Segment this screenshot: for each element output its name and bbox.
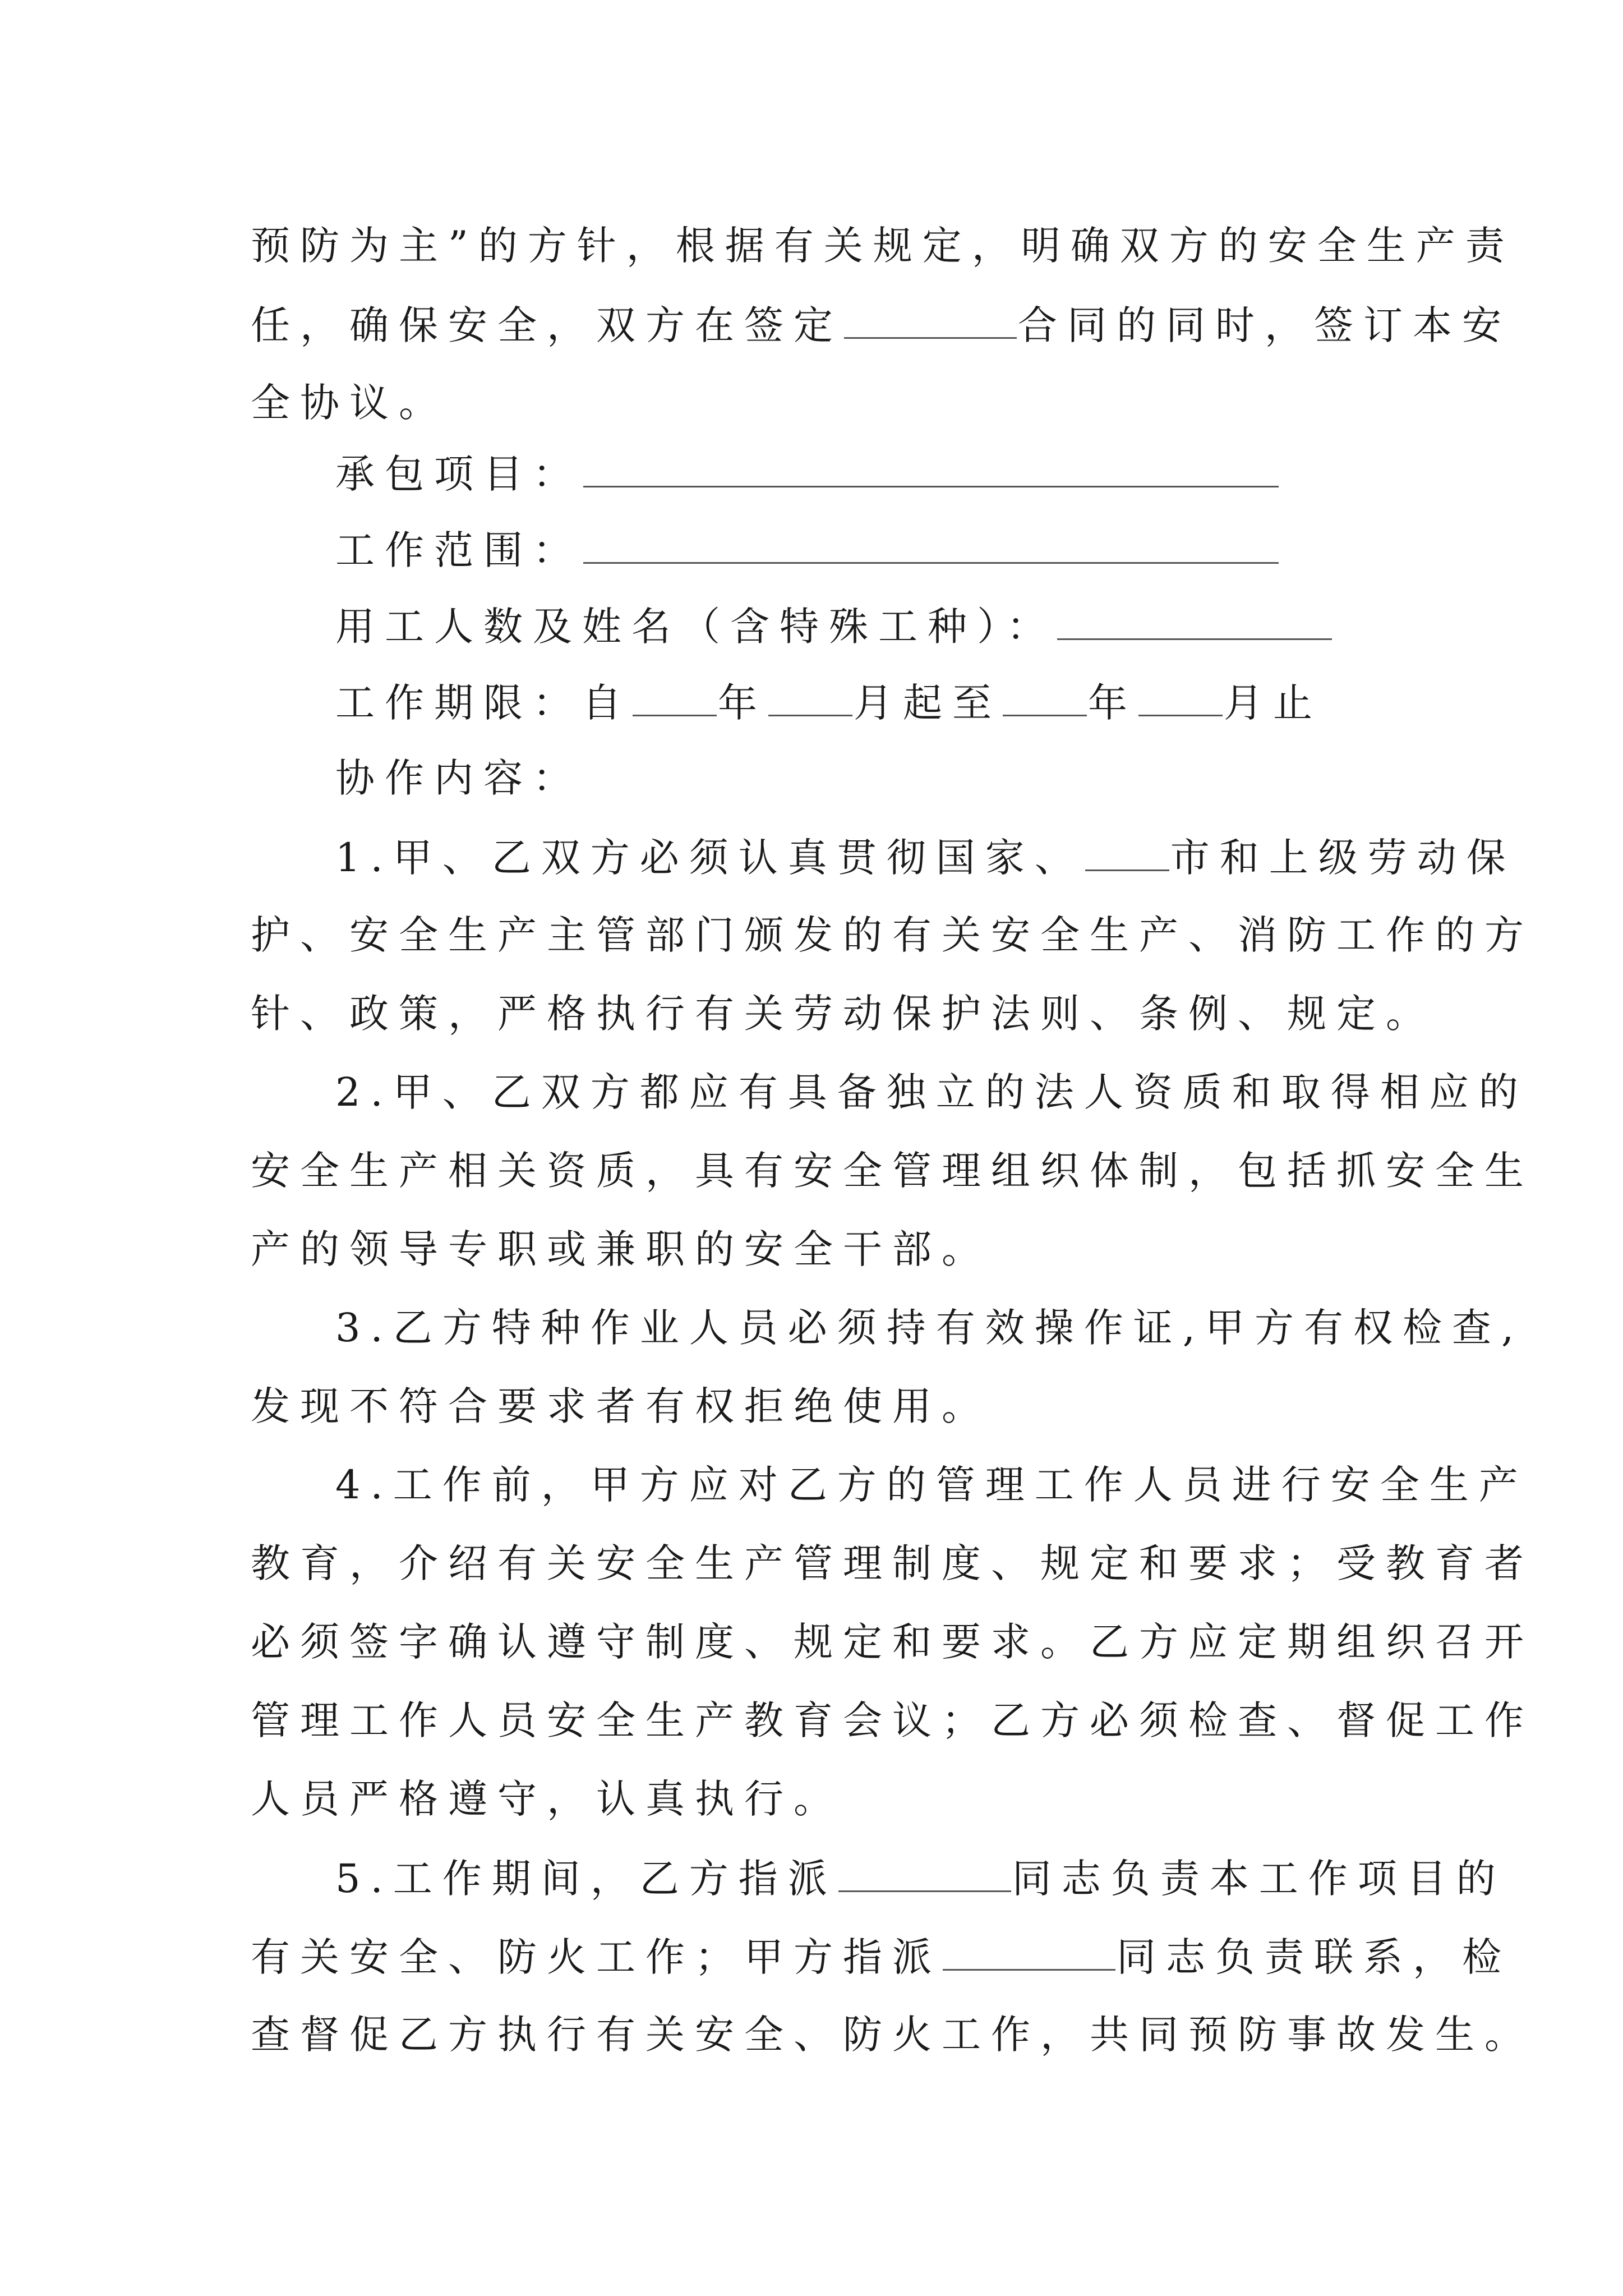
- item-2-line: [251, 1148, 1534, 1194]
- item-1-line: [251, 991, 1435, 1037]
- item-4-line: [251, 1776, 843, 1822]
- item-2-line: [251, 1226, 991, 1272]
- end-year-blank: [1003, 682, 1087, 716]
- year-label: 年: [718, 680, 767, 726]
- party-a-contact-blank: [943, 1936, 1115, 1971]
- scope-label: 工作范围：: [335, 527, 582, 573]
- item-3-line: [251, 1383, 991, 1429]
- month-label: 月止: [1224, 680, 1322, 726]
- text-run: 必须签字确认遵守制度、规定和要求。乙方应定期组织召开: [251, 1619, 1534, 1665]
- item-4-line: [335, 1462, 1528, 1508]
- text-run: 管理工作人员安全生产教育会议；乙方必须检查、督促工作: [251, 1697, 1534, 1743]
- scope-blank: [583, 530, 1279, 564]
- text-run: 针、政策，严格执行有关劳动保护法则、条例、规定。: [251, 991, 1435, 1037]
- text-run: 有关安全、防火工作；甲方指派: [251, 1934, 942, 1980]
- month-label: 月起至: [854, 680, 1002, 726]
- text-run: 同志负责联系，检: [1117, 1934, 1511, 1980]
- paragraph-line: [251, 380, 448, 426]
- item-1-line: [335, 835, 1516, 881]
- text-run: 任，确保安全，双方在签定: [251, 302, 843, 348]
- start-month-blank: [768, 682, 852, 716]
- item-5-line: [251, 1934, 1511, 1980]
- text-run: 查督促乙方执行有关安全、防火工作，共同预防事故发生。: [251, 2012, 1534, 2058]
- period-label: 工作期限：自: [335, 680, 631, 726]
- text-run: 同志负责本工作项目的: [1012, 1856, 1506, 1902]
- text-run: 4.工作前，甲方应对乙方的管理工作人员进行安全生产: [335, 1462, 1528, 1508]
- item-1-line: [251, 912, 1534, 958]
- scope-field: [335, 527, 1280, 573]
- item-5-line: [335, 1856, 1506, 1902]
- item-4-line: [251, 1540, 1534, 1586]
- project-field: [335, 451, 1280, 497]
- text-run: 预防为主”的方针，根据有关规定，明确双方的安全生产责: [251, 223, 1515, 269]
- item-5-line: [251, 2012, 1534, 2058]
- project-label: 承包项目：: [335, 451, 582, 497]
- contract-name-blank: [844, 305, 1017, 339]
- text-run: 教育，介绍有关安全生产管理制度、规定和要求；受教育者: [251, 1540, 1534, 1586]
- text-run: 5.工作期间，乙方指派: [335, 1856, 837, 1902]
- item-4-line: [251, 1619, 1534, 1665]
- text-run: 2.甲、乙双方都应有具备独立的法人资质和取得相应的: [335, 1069, 1528, 1115]
- party-b-contact-blank: [838, 1858, 1011, 1892]
- workers-label: 用工人数及姓名（含特殊工种）：: [335, 604, 1056, 650]
- item-2-line: [335, 1069, 1528, 1115]
- text-run: 1.甲、乙双方必须认真贯彻国家、: [335, 835, 1084, 881]
- text-run: 护、安全生产主管部门颁发的有关安全生产、消防工作的方: [251, 912, 1534, 958]
- year-label: 年: [1088, 680, 1137, 726]
- text-run: 3.乙方特种作业人员必须持有效操作证,甲方有权检查,: [335, 1305, 1524, 1351]
- content-label: 协作内容：: [335, 755, 582, 801]
- text-run: 安全生产相关资质，具有安全管理组织体制，包括抓安全生: [251, 1148, 1534, 1194]
- workers-blank: [1057, 606, 1332, 640]
- text-run: 市和上级劳动保: [1170, 835, 1516, 881]
- text-run: 产的领导专职或兼职的安全干部。: [251, 1226, 991, 1272]
- workers-field: [335, 604, 1333, 650]
- item-4-line: [251, 1697, 1534, 1743]
- paragraph-line: [251, 302, 1511, 348]
- text-run: 发现不符合要求者有权拒绝使用。: [251, 1383, 991, 1429]
- text-run: 全协议。: [251, 380, 448, 426]
- start-year-blank: [633, 682, 717, 716]
- item-3-line: [335, 1305, 1524, 1351]
- content-heading: [335, 755, 582, 801]
- paragraph-line: [251, 223, 1515, 269]
- period-field: [335, 680, 1322, 726]
- end-month-blank: [1138, 682, 1223, 716]
- text-run: 人员严格遵守，认真执行。: [251, 1776, 843, 1822]
- city-blank: [1085, 837, 1169, 871]
- text-run: 合同的同时，签订本安: [1018, 302, 1511, 348]
- project-blank: [583, 453, 1279, 487]
